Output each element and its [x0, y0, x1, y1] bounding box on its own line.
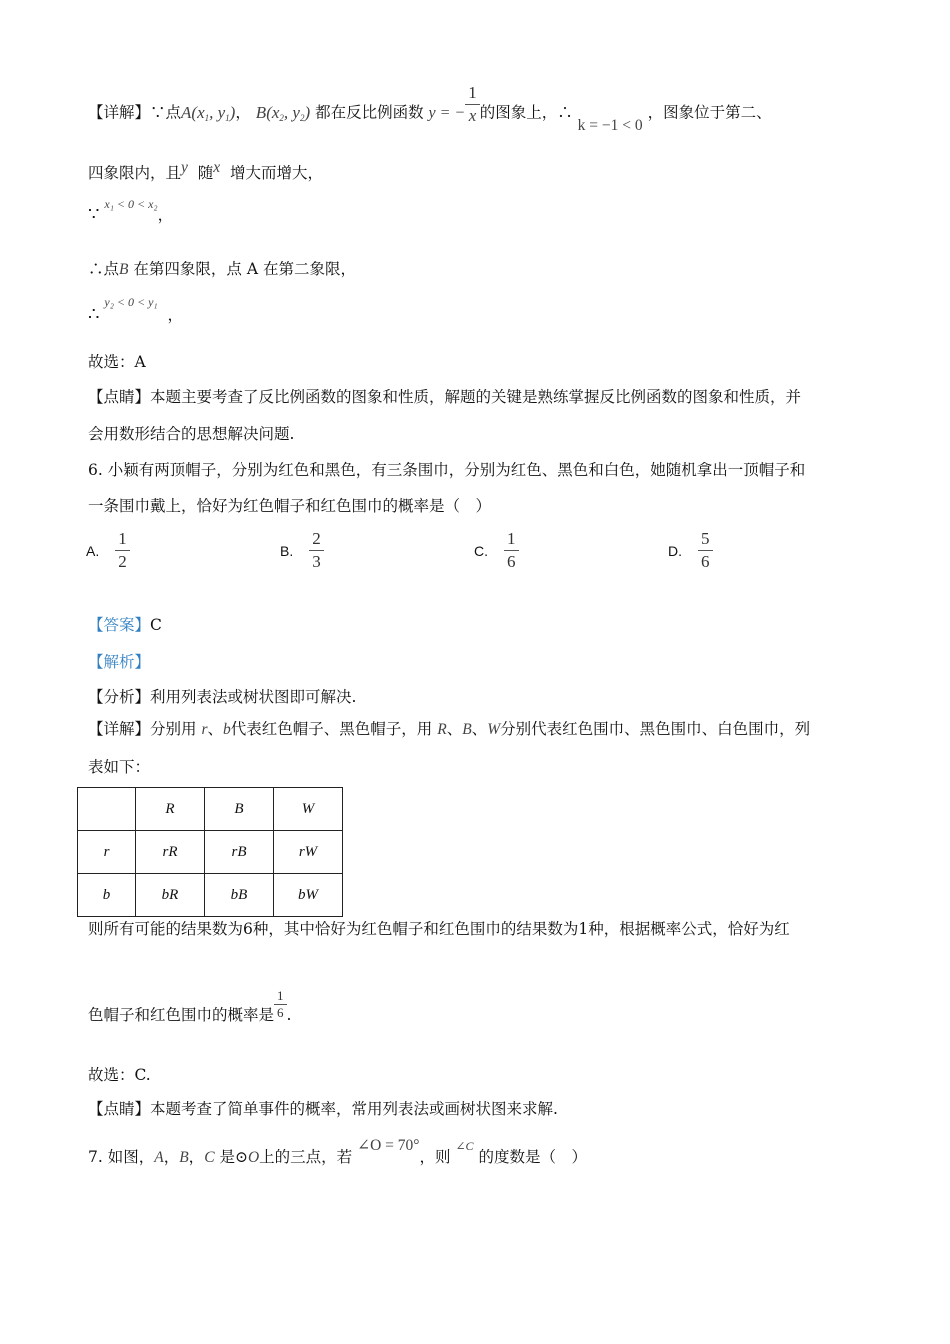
table-cell: r	[78, 831, 136, 874]
dianjing-line-2: 会用数形结合的思想解决问题.	[88, 425, 295, 443]
detail-line-1: 【详解】∵点$A(x_1$, $y_1$)， $B(x_2$, $y_2$) 都在反比例函数 y = − $\frac{1}{x}$ 的图象上，∴ k = −1 < 0 ，图象位于第二、	[88, 83, 772, 134]
answer-line	[88, 614, 162, 636]
table-cell: B	[205, 788, 274, 831]
table-cell: R	[136, 788, 205, 831]
angle-o-expr: ∠O = 70°	[357, 1137, 420, 1154]
table-row	[78, 831, 343, 874]
table-cell: bW	[274, 874, 343, 917]
answer-value: C	[150, 616, 162, 634]
table-header-row	[78, 788, 343, 831]
point-a: A	[181, 102, 192, 122]
table-cell: rB	[205, 831, 274, 874]
table-cell: bB	[205, 874, 274, 917]
detail-line-3: ∵ $^{x_1 < 0 < x_2}$，	[88, 197, 174, 225]
function-expr: y = −	[428, 104, 466, 122]
q6-detail-line-1: 【详解】分别用 r、b代表红色帽子、黑色帽子，用 R、B、W分别代表红色围巾、黑色围巾、白色围巾，列	[88, 720, 811, 738]
table-row	[78, 874, 343, 917]
fenxi-line: 【分析】利用列表法或树状图即可解决.	[88, 688, 357, 706]
table-cell: bR	[136, 874, 205, 917]
option-a[interactable]: A. $\frac{1}{2}$	[86, 528, 130, 573]
k-expr: k = −1 < 0	[577, 116, 643, 134]
outcome-table	[77, 787, 343, 917]
table-cell: rR	[136, 831, 205, 874]
q6-dianjing: 【点睛】本题考查了简单事件的概率，常用列表法或画树状图来求解.	[88, 1100, 558, 1118]
q7-line: 7. 如图，A，B，C 是⊙O上的三点，若 ∠O = 70°，则 $^{\angle C}$ 的度数是（ ）	[88, 1137, 587, 1166]
option-d[interactable]: D. $\frac{5}{6}$	[668, 528, 713, 573]
table-cell: b	[78, 874, 136, 917]
point-b: B	[255, 102, 267, 122]
function-fraction: $\frac{1}{x}$	[465, 82, 480, 127]
result-line-2: 色帽子和红色围巾的概率是 $\frac{1}{6}$ .	[88, 987, 292, 1024]
dianjing-line-1: 【点睛】本题主要考查了反比例函数的图象和性质，解题的关键是熟练掌握反比例函数的图象和性质，并	[88, 388, 802, 406]
detail-label: 【详解】∵点	[88, 103, 182, 122]
choice-c: 故选：C.	[88, 1066, 151, 1084]
option-b[interactable]: B. $\frac{2}{3}$	[280, 528, 324, 573]
analysis-tag: 【解析】	[88, 653, 151, 671]
detail-line-4: ∴点B 在第四象限，点 A 在第二象限，	[88, 260, 356, 278]
result-line-1: 则所有可能的结果数为6种，其中恰好为红色帽子和红色围巾的结果数为1种，根据概率公式，恰好为红	[88, 920, 790, 938]
detail-line-5: ∴ $^{y_2 < 0 < y_1}$ ，	[88, 295, 183, 325]
table-cell: W	[274, 788, 343, 831]
angle-c-expr: ∠C	[455, 1139, 474, 1153]
q6-line-2: 一条围巾戴上，恰好为红色帽子和红色围巾的概率是（ ）	[88, 497, 492, 515]
table-cell	[78, 788, 136, 831]
q6-detail-line-2: 表如下：	[88, 758, 151, 776]
probability-fraction: $\frac{1}{6}$	[274, 988, 287, 1021]
answer-tag: 【答案】	[88, 616, 151, 634]
table-cell: rW	[274, 831, 343, 874]
option-c[interactable]: C. $\frac{1}{6}$	[474, 528, 519, 573]
q6-line-1: 6. 小颖有两顶帽子，分别为红色和黑色，有三条围巾，分别为红色、黑色和白色，她随机拿出一顶帽子和	[88, 461, 806, 479]
detail-line-2: 四象限内，且y 随x 增大而增大，	[88, 159, 324, 182]
choice-a: 故选：A	[88, 353, 146, 371]
